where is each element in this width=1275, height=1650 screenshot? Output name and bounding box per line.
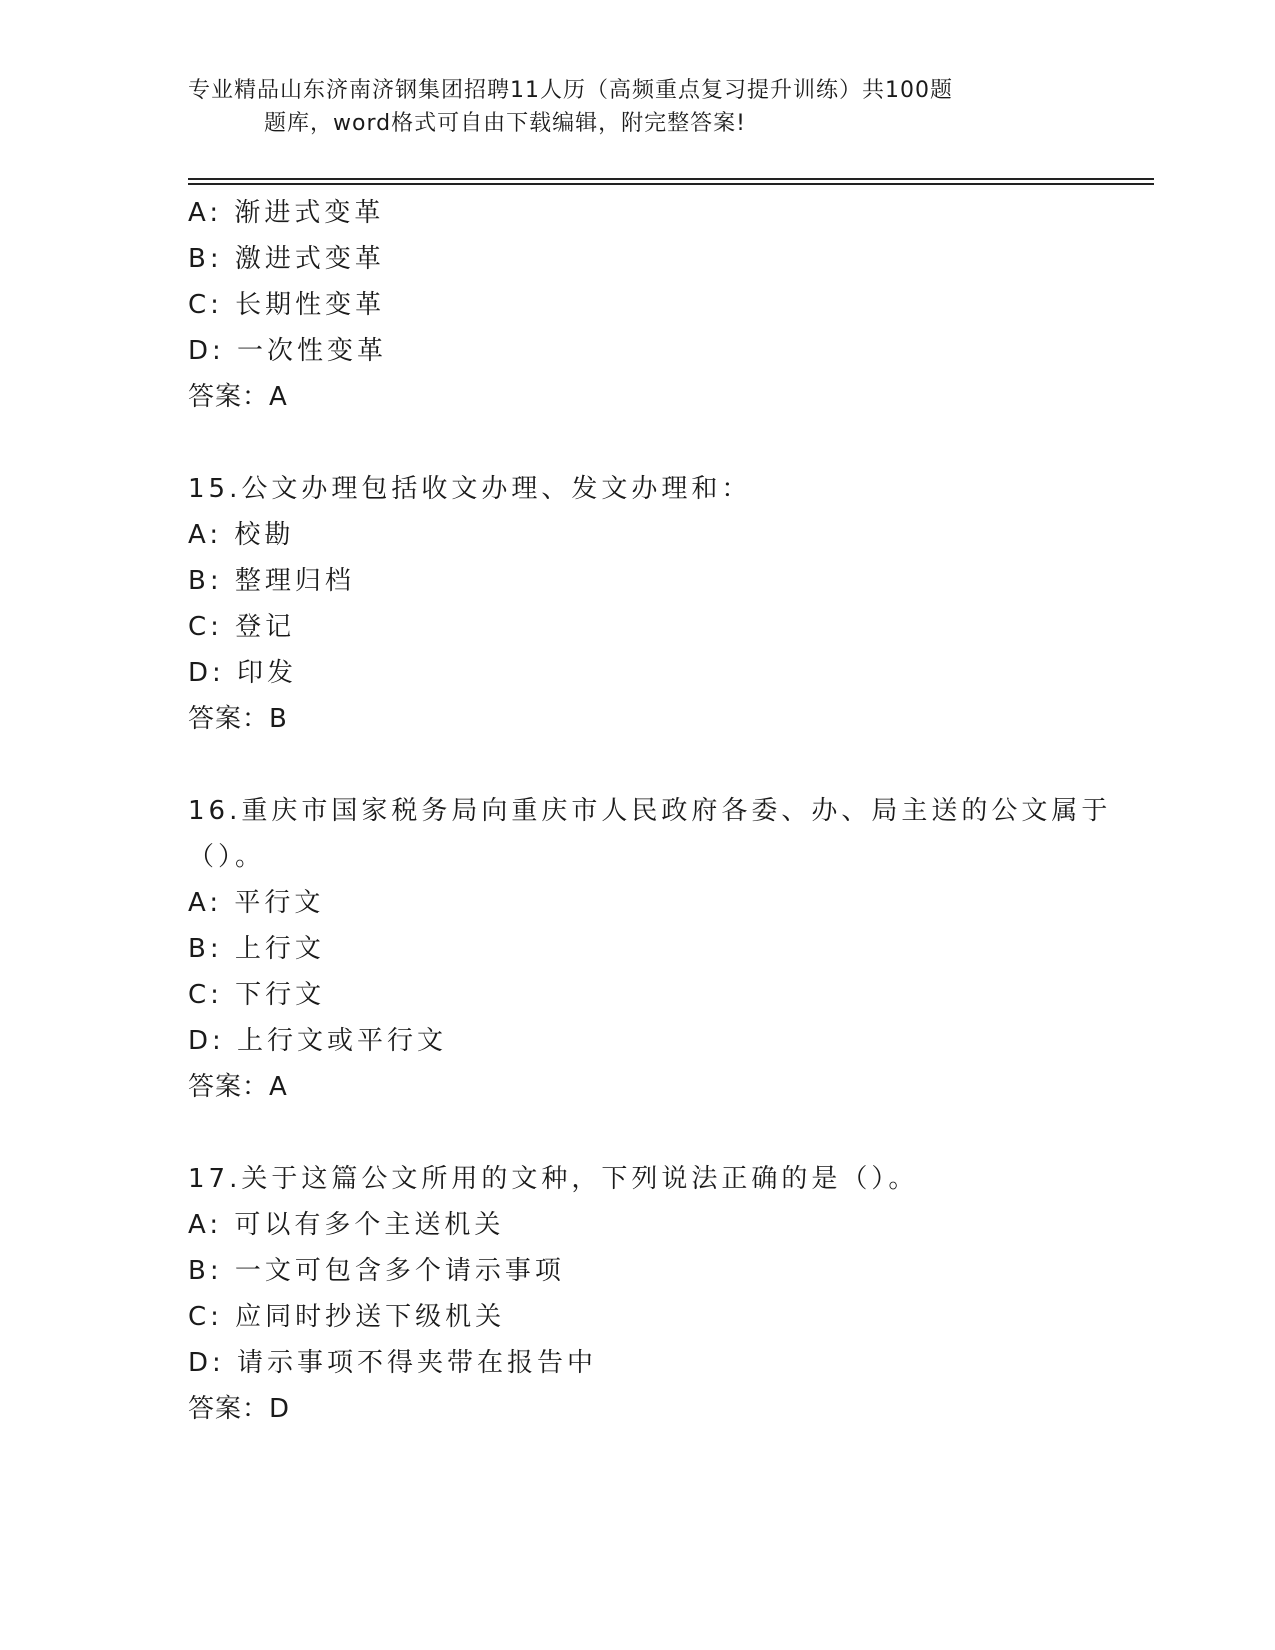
option-c: C: 下行文 bbox=[188, 980, 326, 1010]
question-stem-line1: 16.重庆市国家税务局向重庆市人民政府各委、办、局主送的公文属于 bbox=[188, 796, 1112, 826]
question-16 bbox=[188, 788, 1128, 1110]
document-header bbox=[188, 74, 1088, 140]
question-stem: 17.关于这篇公文所用的文种，下列说法正确的是（）。 bbox=[188, 1164, 919, 1194]
answer: 答案：A bbox=[188, 382, 288, 412]
option-c: C: 长期性变革 bbox=[188, 290, 386, 320]
option-a: A: 渐进式变革 bbox=[188, 198, 385, 228]
option-a: A: 平行文 bbox=[188, 888, 325, 918]
option-a: A: 校勘 bbox=[188, 520, 295, 550]
spacer bbox=[188, 420, 1128, 466]
option-d: D: 一次性变革 bbox=[188, 336, 388, 366]
question-stem-line2: （）。 bbox=[188, 842, 266, 872]
option-b: B: 激进式变革 bbox=[188, 244, 385, 274]
option-a: A: 可以有多个主送机关 bbox=[188, 1210, 505, 1240]
option-d: D: 请示事项不得夹带在报告中 bbox=[188, 1348, 598, 1378]
answer: 答案：A bbox=[188, 1072, 288, 1102]
question-14 bbox=[188, 190, 1128, 420]
option-c: C: 应同时抄送下级机关 bbox=[188, 1302, 506, 1332]
header-title-line1: 专业精品山东济南济钢集团招聘11人历（高频重点复习提升训练）共100题 bbox=[188, 78, 953, 103]
question-17 bbox=[188, 1156, 1128, 1432]
header-rule-top bbox=[188, 178, 1154, 180]
option-c: C: 登记 bbox=[188, 612, 296, 642]
header-rule-bottom bbox=[188, 183, 1154, 185]
option-b: B: 整理归档 bbox=[188, 566, 355, 596]
spacer bbox=[188, 742, 1128, 788]
answer: 答案：B bbox=[188, 704, 288, 734]
question-list bbox=[188, 190, 1128, 1432]
option-d: D: 印发 bbox=[188, 658, 298, 688]
option-b: B: 一文可包含多个请示事项 bbox=[188, 1256, 565, 1286]
question-15 bbox=[188, 466, 1128, 742]
option-d: D: 上行文或平行文 bbox=[188, 1026, 448, 1056]
answer: 答案：D bbox=[188, 1394, 291, 1424]
spacer bbox=[188, 1110, 1128, 1156]
header-title-line2: 题库，word格式可自由下载编辑，附完整答案! bbox=[264, 111, 746, 136]
option-b: B: 上行文 bbox=[188, 934, 325, 964]
question-stem: 15.公文办理包括收文办理、发文办理和： bbox=[188, 474, 752, 504]
